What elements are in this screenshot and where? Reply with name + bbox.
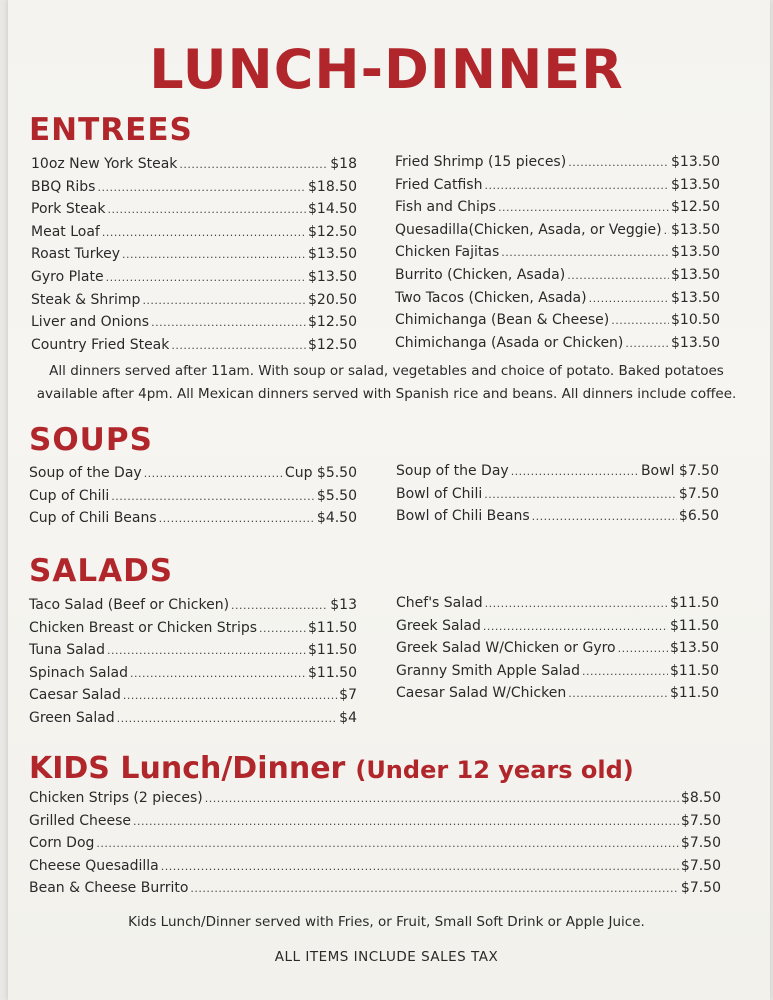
menu-item-name: Fried Shrimp (15 pieces) xyxy=(395,154,567,170)
menu-item xyxy=(396,505,719,528)
menu-item-name: Chicken Strips (2 pieces) xyxy=(29,790,203,806)
dot-leader xyxy=(568,682,668,705)
kids-subheading: (Under 12 years old) xyxy=(355,756,634,784)
menu-item-name: Chimichanga (Asada or Chicken) xyxy=(395,334,624,351)
menu-item xyxy=(31,243,357,266)
dot-leader xyxy=(130,662,306,685)
dot-leader xyxy=(96,832,679,855)
menu-item xyxy=(31,198,357,221)
dot-leader xyxy=(567,264,669,287)
menu-item-price: $13.50 xyxy=(671,176,720,193)
dot-leader xyxy=(179,153,328,176)
menu-item-price: $13 xyxy=(330,597,357,613)
menu-item xyxy=(31,176,357,199)
dot-leader xyxy=(171,334,306,357)
menu-item xyxy=(29,507,357,530)
menu-item-price: $8.50 xyxy=(680,790,721,806)
menu-item xyxy=(395,264,720,287)
menu-item xyxy=(396,682,719,705)
menu-item-price: $13.50 xyxy=(671,334,720,351)
menu-item-name: BBQ Ribs xyxy=(31,178,96,195)
menu-item-name: Quesadilla(Chicken, Asada, or Veggie) xyxy=(395,221,662,238)
menu-item-price: $11.50 xyxy=(308,664,357,681)
menu-item-name: Soup of the Day xyxy=(29,465,142,481)
menu-item-name: Corn Dog xyxy=(29,835,95,852)
entrees-note-line-1: All dinners served after 11am. With soup or salad, vegetables and choice of potato. Baked potatoes xyxy=(49,363,724,379)
menu-item-name: Roast Turkey xyxy=(31,246,121,263)
salads-right-list xyxy=(396,592,719,705)
menu-item-price: $6.50 xyxy=(678,508,719,525)
menu-item-name: Meat Loaf xyxy=(31,223,100,240)
menu-item-price: $7.50 xyxy=(680,812,721,829)
menu-item xyxy=(29,617,357,640)
menu-item-price: Bowl $7.50 xyxy=(640,463,719,479)
menu-item xyxy=(396,637,719,660)
dot-leader xyxy=(161,855,679,878)
menu-item-price: $11.50 xyxy=(308,619,357,636)
menu-item-name: Steak & Shrimp xyxy=(31,291,141,308)
menu-item-price: $11.50 xyxy=(670,662,719,679)
menu-item xyxy=(396,483,719,506)
menu-item-price: Cup $5.50 xyxy=(284,465,357,481)
menu-item-name: Fried Catfish xyxy=(395,176,483,193)
menu-item-name: Pork Steak xyxy=(31,201,106,218)
dot-leader xyxy=(159,507,315,530)
dot-leader xyxy=(589,287,669,310)
menu-item-price: $12.50 xyxy=(671,199,720,216)
menu-item-name: Chicken Breast or Chicken Strips xyxy=(29,619,258,636)
menu-item-name: Caesar Salad W/Chicken xyxy=(396,685,567,702)
dot-leader xyxy=(611,309,669,332)
dot-leader xyxy=(106,266,306,289)
menu-item-price: $13.50 xyxy=(671,266,720,283)
dot-leader xyxy=(142,289,306,312)
menu-item xyxy=(29,877,721,900)
menu-item-price: $12.50 xyxy=(308,314,357,331)
menu-item-name: Caesar Salad xyxy=(29,687,121,704)
menu-item-name: Spinach Salad xyxy=(29,664,128,681)
menu-item-price: $4 xyxy=(339,709,357,726)
salads-left-list xyxy=(29,594,357,730)
menu-item-price: $13.50 xyxy=(671,244,720,261)
menu-item-name: Cup of Chili Beans xyxy=(29,510,157,527)
menu-item xyxy=(396,615,719,638)
menu-item-name: Bowl of Chili Beans xyxy=(396,508,530,525)
dot-leader xyxy=(618,637,668,660)
dot-leader xyxy=(483,615,668,638)
menu-item xyxy=(29,662,357,685)
menu-item-price: $7.50 xyxy=(678,485,719,502)
menu-item xyxy=(395,241,720,264)
menu-item xyxy=(29,810,721,833)
menu-item-name: Bean & Cheese Burrito xyxy=(29,880,189,897)
dot-leader xyxy=(532,505,677,528)
dot-leader xyxy=(122,243,306,266)
menu-item-name: Taco Salad (Beef or Chicken) xyxy=(29,597,230,613)
menu-item-price: $11.50 xyxy=(308,642,357,659)
menu-item xyxy=(29,855,721,878)
dot-leader xyxy=(144,462,283,485)
menu-item-price: $13.50 xyxy=(671,154,720,170)
menu-item xyxy=(29,462,357,485)
dot-leader xyxy=(664,219,669,242)
dot-leader xyxy=(107,639,306,662)
entrees-note-line-2: available after 4pm. All Mexican dinners served with Spanish rice and beans. All dinners include coffee. xyxy=(36,386,737,402)
menu-title: LUNCH-DINNER xyxy=(149,38,624,101)
menu-item xyxy=(31,289,357,312)
menu-item-price: $11.50 xyxy=(670,685,719,702)
menu-item xyxy=(396,592,719,615)
dot-leader xyxy=(133,810,679,833)
dot-leader xyxy=(485,592,668,615)
menu-item xyxy=(29,707,357,730)
menu-item-price: $5.50 xyxy=(316,487,357,504)
menu-item xyxy=(395,309,720,332)
menu-item xyxy=(396,660,719,683)
soups-left-list xyxy=(29,462,357,530)
menu-item-price: $18 xyxy=(330,156,357,172)
soups-heading: SOUPS xyxy=(29,422,153,458)
dot-leader xyxy=(259,617,306,640)
dot-leader xyxy=(97,176,306,199)
dot-leader xyxy=(190,877,678,900)
salads-heading: SALADS xyxy=(29,553,174,589)
dot-leader xyxy=(568,151,669,174)
dot-leader xyxy=(231,594,328,617)
menu-item-name: Liver and Onions xyxy=(31,314,150,331)
menu-item-price: $10.50 xyxy=(671,312,720,329)
dot-leader xyxy=(511,460,639,483)
menu-item-price: $12.50 xyxy=(308,223,357,240)
menu-item-name: Soup of the Day xyxy=(396,463,509,479)
menu-item-price: $20.50 xyxy=(308,291,357,308)
dot-leader xyxy=(108,198,307,221)
menu-item-price: $13.50 xyxy=(308,268,357,285)
menu-item-name: Green Salad xyxy=(29,709,115,726)
menu-item xyxy=(29,639,357,662)
menu-item xyxy=(395,219,720,242)
dot-leader xyxy=(123,684,337,707)
menu-item-price: $14.50 xyxy=(308,201,357,218)
menu-item-price: $13.50 xyxy=(671,221,720,238)
dot-leader xyxy=(205,787,679,810)
menu-item-name: Tuna Salad xyxy=(29,642,106,659)
menu-item-name: Greek Salad xyxy=(396,617,481,634)
menu-item xyxy=(29,485,357,508)
menu-item xyxy=(31,266,357,289)
menu-item xyxy=(395,287,720,310)
kids-note: Kids Lunch/Dinner served with Fries, or Fruit, Small Soft Drink or Apple Juice. xyxy=(128,914,645,930)
dot-leader xyxy=(484,174,669,197)
menu-item-name: Two Tacos (Chicken, Asada) xyxy=(395,289,587,306)
dot-leader xyxy=(501,241,669,264)
menu-item-name: Grilled Cheese xyxy=(29,812,132,829)
menu-item-price: $11.50 xyxy=(670,617,719,634)
menu-item-price: $7 xyxy=(339,687,357,704)
menu-item-name: Cheese Quesadilla xyxy=(29,857,159,874)
menu-item xyxy=(29,684,357,707)
dot-leader xyxy=(582,660,668,683)
menu-item-name: Cup of Chili xyxy=(29,487,110,504)
menu-item xyxy=(396,460,719,483)
menu-item-name: Chimichanga (Bean & Cheese) xyxy=(395,312,610,329)
menu-item-name: Gyro Plate xyxy=(31,268,104,285)
menu-item-name: Chef's Salad xyxy=(396,595,483,611)
kids-heading: KIDS Lunch/Dinner xyxy=(29,751,346,786)
menu-item xyxy=(395,151,720,174)
entrees-right-list xyxy=(395,151,720,354)
dot-leader xyxy=(102,221,306,244)
menu-item-price: $4.50 xyxy=(316,510,357,527)
soups-right-list xyxy=(396,460,719,528)
dot-leader xyxy=(151,311,306,334)
dot-leader xyxy=(625,332,669,355)
menu-item-price: $7.50 xyxy=(680,857,721,874)
entrees-heading: ENTREES xyxy=(29,112,193,148)
entrees-note xyxy=(20,360,753,406)
dot-leader xyxy=(484,483,677,506)
menu-item xyxy=(29,787,721,810)
menu-item xyxy=(395,332,720,355)
menu-item-price: $13.50 xyxy=(308,246,357,263)
menu-item-price: $18.50 xyxy=(308,178,357,195)
menu-item-price: $7.50 xyxy=(680,835,721,852)
menu-item xyxy=(395,174,720,197)
menu-item-name: Bowl of Chili xyxy=(396,485,483,502)
menu-item-name: Country Fried Steak xyxy=(31,336,170,353)
menu-item-name: Chicken Fajitas xyxy=(395,244,500,261)
menu-item xyxy=(31,334,357,357)
menu-item-name: Fish and Chips xyxy=(395,199,497,216)
menu-item-price: $11.50 xyxy=(670,595,719,611)
menu-item-name: 10oz New York Steak xyxy=(31,156,178,172)
menu-item xyxy=(31,221,357,244)
menu-item xyxy=(395,196,720,219)
dot-leader xyxy=(498,196,669,219)
menu-item-price: $7.50 xyxy=(680,880,721,897)
menu-item-price: $12.50 xyxy=(308,336,357,353)
menu-item-name: Burrito (Chicken, Asada) xyxy=(395,266,566,283)
menu-item xyxy=(31,311,357,334)
dot-leader xyxy=(111,485,315,508)
entrees-left-list xyxy=(31,153,357,356)
menu-item xyxy=(29,594,357,617)
kids-heading-line xyxy=(29,751,634,786)
kids-list xyxy=(29,787,721,900)
menu-item-price: $13.50 xyxy=(671,289,720,306)
dot-leader xyxy=(117,707,338,730)
menu-item-price: $13.50 xyxy=(670,640,719,657)
menu-item xyxy=(29,832,721,855)
sales-tax-footer: ALL ITEMS INCLUDE SALES TAX xyxy=(274,949,499,965)
menu-item-name: Granny Smith Apple Salad xyxy=(396,662,581,679)
menu-item xyxy=(31,153,357,176)
menu-item-name: Greek Salad W/Chicken or Gyro xyxy=(396,640,616,657)
